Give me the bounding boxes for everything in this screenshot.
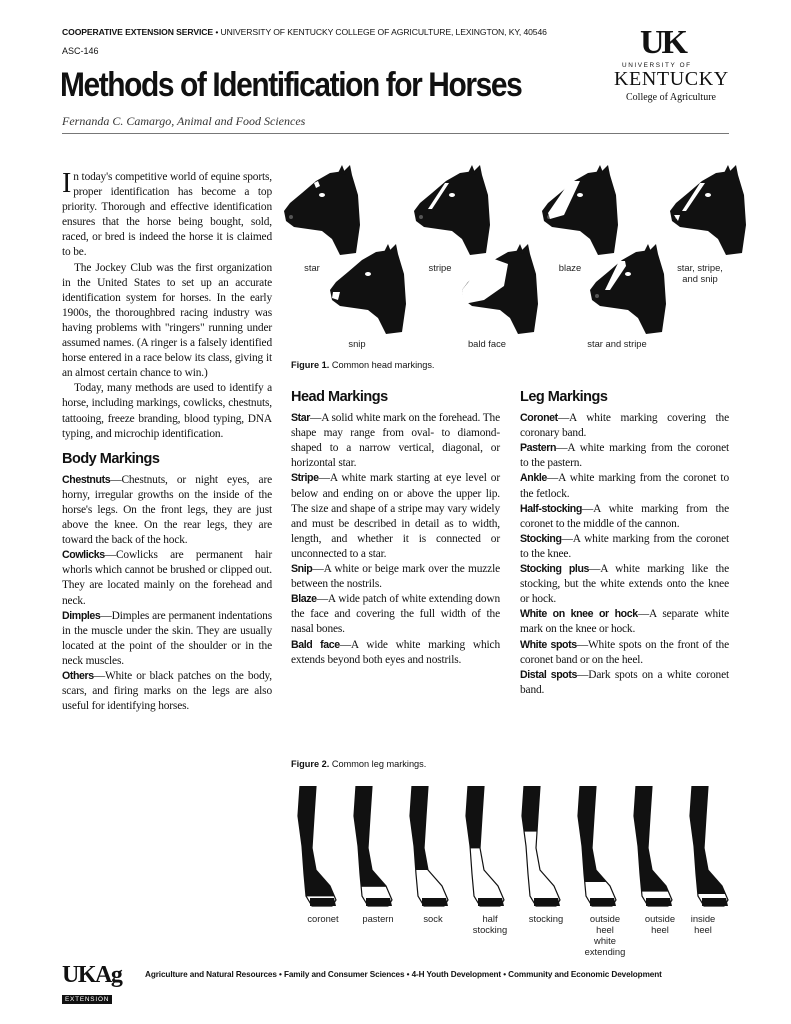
right-column <box>520 382 729 698</box>
leg-markings-item <box>520 668 729 698</box>
term: Ankle <box>520 472 547 485</box>
hoof <box>534 898 560 906</box>
footer-logo-text: UKAg <box>62 962 122 988</box>
leg-illustration <box>516 786 564 908</box>
intro-paragraph-3: Today, many methods are used to identify a horse, including markings, cowlicks, chestnuts, tattooing, freeze branding, blood typing, DNA typing, and microchip identification. <box>62 382 272 440</box>
term: Coronet <box>520 412 558 425</box>
figure-1-label: bald face <box>467 338 507 349</box>
leg-illustration <box>684 786 732 908</box>
term: Stocking plus <box>520 563 590 576</box>
leg-markings-item <box>520 638 729 668</box>
definition: —A white or beige mark over the muzzle between the nostrils. <box>291 563 500 591</box>
hoof <box>310 898 336 906</box>
header-org-line <box>62 27 547 37</box>
horse-eye <box>705 193 711 197</box>
header-org-bold: COOPERATIVE EXTENSION SERVICE <box>62 27 214 37</box>
dropcap: I <box>62 168 72 199</box>
intro-paragraph-1: In today's competitive world of equine sports, proper identification has become a top priority. Thorough and effective identification ensures that the horse being bought, sold, raced, or bred is indeed the horse it is claimed to be. <box>62 168 272 259</box>
horse-nostril <box>289 215 293 219</box>
term: Bald face <box>291 638 340 651</box>
head-markings-item <box>291 471 500 562</box>
leg-illustration <box>628 786 676 908</box>
leg-markings-item <box>520 532 729 562</box>
horse-head-silhouette <box>284 165 360 255</box>
term: Blaze <box>291 593 317 606</box>
definition: —White or black patches on the body, scars, and firing marks on the legs are also useful for identifying horses. <box>62 670 272 713</box>
definition: —A white marking from the coronet to the pastern. <box>520 442 729 470</box>
left-column <box>62 170 272 714</box>
leg-markings-item <box>520 607 729 637</box>
leg-markings-item <box>520 411 729 441</box>
hoof <box>422 898 448 906</box>
header-divider <box>62 133 729 134</box>
horse-head-illustration <box>328 244 408 336</box>
figure-2-label: half stocking <box>472 913 508 935</box>
definition: —A white mark starting at eye level or below and ending on or above the upper lip. The size and shape of a stripe may vary widely and must be described in detail as to width, length, and whether it is connected or unconnected to a star. <box>291 472 500 560</box>
horse-nostril <box>419 215 423 219</box>
definition: —A white marking from the coronet to the fetlock. <box>520 472 729 500</box>
horse-head-silhouette <box>414 165 490 255</box>
figure-2-label: stocking <box>528 913 564 924</box>
hoof <box>646 898 672 906</box>
horse-head-silhouette <box>670 165 746 255</box>
horse-eye <box>365 272 371 276</box>
body-markings-item <box>62 473 272 548</box>
header-org-rest: • UNIVERSITY OF KENTUCKY COLLEGE OF AGRICULTURE, LEXINGTON, KY, 40546 <box>213 27 547 37</box>
leg-illustration <box>460 786 508 908</box>
leg-illustration <box>572 786 620 908</box>
definition: —A white marking from the coronet to the knee. <box>520 532 729 560</box>
leg-illustration <box>404 786 452 908</box>
logo-university-of: UNIVERSITY OF <box>622 62 692 69</box>
term: Stripe <box>291 472 319 485</box>
figure-2-label: sock <box>423 913 443 924</box>
term: White spots <box>520 638 577 651</box>
definition: —White spots on the front of the coronet band or on the heel. <box>520 638 729 666</box>
term: Snip <box>291 563 313 576</box>
definition: —A white marking like the stocking, but the white extends onto the knee or hock. <box>520 563 729 606</box>
head-markings-heading: Head Markings <box>291 389 388 405</box>
horse-eye <box>625 272 631 276</box>
leg-markings-heading: Leg Markings <box>520 389 608 405</box>
footer-program-areas: Agriculture and Natural Resources • Family and Consumer Sciences • 4-H Youth Development • Community and Economic Development <box>145 970 662 979</box>
ukag-extension-logo <box>62 962 130 1003</box>
body-markings-item <box>62 669 272 714</box>
definition: —A wide white marking which extends beyond both eyes and nostrils. <box>291 638 500 666</box>
head-markings-item <box>291 592 500 637</box>
definition: —Dark spots on a white coronet band. <box>520 668 729 696</box>
leg-markings-item <box>520 502 729 532</box>
author-line: Fernanda C. Camargo, Animal and Food Sciences <box>62 114 306 128</box>
leg-markings-list <box>520 411 729 698</box>
definition: —Cowlicks are permanent hair whorls which cannot be brushed or clipped out. They are located mainly on the forehead and neck. <box>62 549 272 607</box>
horse-head-illustration <box>460 244 540 336</box>
definition: —Dimples are permanent indentations in the muscle under the skin. They are usually located at the point of the shoulder or in the neck muscles. <box>62 609 272 667</box>
hoof <box>590 898 616 906</box>
body-markings-list <box>62 473 272 715</box>
figure-2-label: outside heel <box>644 913 676 935</box>
horse-head-silhouette <box>330 244 406 334</box>
leg-illustration <box>348 786 396 908</box>
figure-1-label: stripe <box>428 262 452 273</box>
figure-1-caption: Figure 1. Common head markings. <box>291 360 435 370</box>
term: Dimples <box>62 609 101 622</box>
head-markings-item <box>291 411 500 471</box>
hoof <box>478 898 504 906</box>
body-markings-item <box>62 609 272 669</box>
term: Others <box>62 670 94 682</box>
figure-1-label: blaze <box>558 262 582 273</box>
figure-2-label: pastern <box>362 913 394 924</box>
definition: —A white marking covering the coronary band. <box>520 412 729 440</box>
head-markings-list <box>291 411 500 668</box>
term: Distal spots <box>520 668 577 681</box>
figure-2-label: coronet <box>307 913 339 924</box>
leg-illustration <box>292 786 340 908</box>
hoof <box>702 898 728 906</box>
term: Chestnuts <box>62 473 111 486</box>
definition: —A white marking from the coronet to the middle of the cannon. <box>520 502 729 530</box>
horse-head-illustration <box>668 165 748 257</box>
head-markings-item <box>291 638 500 668</box>
term: Cowlicks <box>62 549 105 562</box>
term: Pastern <box>520 442 557 455</box>
logo-kentucky: KENTUCKY <box>614 68 729 90</box>
definition: —Chestnuts, or night eyes, are horny, irregular growths on the inside of the horse's legs. On the front legs, they are just above the knee. On the rear legs, they are toward the back of the hock. <box>62 473 272 547</box>
definition: —A separate white mark on the knee or hock. <box>520 608 729 636</box>
figure-1-label: star and stripe <box>587 338 647 349</box>
body-markings-item <box>62 548 272 608</box>
leg-white-marking <box>460 848 508 906</box>
horse-head-illustration <box>588 244 668 336</box>
head-markings-item <box>291 562 500 592</box>
definition: —A wide patch of white extending down the face and covering the full width of the nasal bones. <box>291 593 500 636</box>
figure-2-label: inside heel <box>690 913 716 935</box>
figure-1-label: snip <box>348 338 366 349</box>
page-title: Methods of Identification for Horses <box>60 66 522 104</box>
horse-nostril <box>595 294 599 298</box>
uk-college-logo <box>612 24 734 108</box>
hoof <box>366 898 392 906</box>
doc-code: ASC-146 <box>62 46 99 56</box>
logo-college: College of Agriculture <box>626 92 716 103</box>
leg-markings-item <box>520 471 729 501</box>
middle-column <box>291 382 500 668</box>
horse-eye <box>577 193 583 197</box>
term: Half-stocking <box>520 502 582 515</box>
term: White on knee or hock <box>520 608 638 621</box>
term: Stocking <box>520 532 562 545</box>
figure-2-label: outside heel white extending <box>584 913 626 957</box>
definition: —A solid white mark on the forehead. The shape may range from oval- to diamond-shaped to a narrow vertical, diagonal, or horizontal star. <box>291 412 500 470</box>
intro-paragraph-2: The Jockey Club was the first organization in the United States to set up an accurate identification system for horses. In the early 1900s, the thoroughbred racing industry was having problems with "ringers" running under assumed names. (A ringer is a falsely identified horse entered in a race below its class, giving it an almost certain chance to win.) <box>62 261 272 380</box>
leg-markings-item <box>520 441 729 471</box>
body-markings-heading: Body Markings <box>62 450 160 467</box>
horse-eye <box>449 193 455 197</box>
logo-uk: UK <box>640 24 685 61</box>
figure-2-caption: Figure 2. Common leg markings. <box>291 759 427 769</box>
leg-markings-item <box>520 562 729 607</box>
term: Star <box>291 412 311 425</box>
figure-1-label: star, stripe, and snip <box>677 262 723 284</box>
footer-logo-sub: EXTENSION <box>62 995 112 1004</box>
horse-head-silhouette <box>590 244 666 334</box>
horse-eye <box>319 193 325 197</box>
figure-1-label: star <box>304 262 320 273</box>
